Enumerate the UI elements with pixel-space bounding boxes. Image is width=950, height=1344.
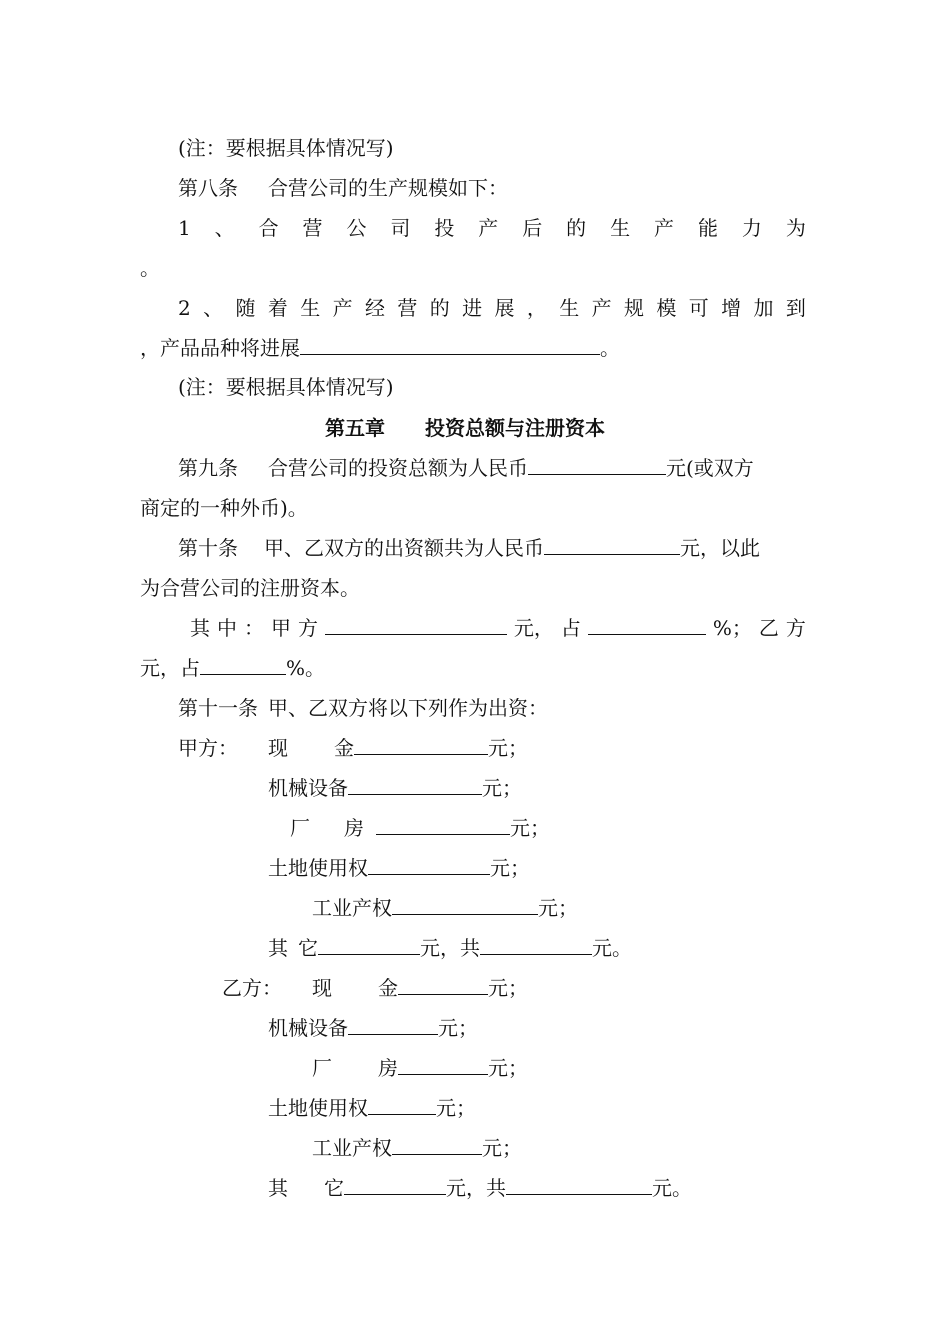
item-1-char: 生 xyxy=(610,216,631,240)
party-b-equipment-label: 机械设备 xyxy=(268,1016,348,1040)
chapter-title: 投资总额与注册资本 xyxy=(425,416,605,440)
party-a-ip-unit: 元； xyxy=(538,896,578,920)
article-9-cont: 商定的一种外币)。 xyxy=(140,496,308,520)
party-b-land-label: 土地使用权 xyxy=(268,1096,368,1120)
item-1-char: 营 xyxy=(302,216,323,240)
party-b-other xyxy=(268,1175,692,1201)
item-1-line xyxy=(178,215,806,241)
item-2-char: 营 xyxy=(397,296,418,320)
article-10-cont: 为合营公司的注册资本。 xyxy=(140,576,360,600)
item-1-char: 的 xyxy=(566,216,587,240)
item-2-end: 。 xyxy=(600,336,620,360)
blank-party-b-equipment[interactable] xyxy=(348,1015,438,1035)
item-2-char: 产 xyxy=(332,296,353,320)
item-2-char: 随 xyxy=(235,296,256,320)
item-2-line xyxy=(178,295,806,321)
shares-line-2 xyxy=(140,655,325,681)
blank-total-investment[interactable] xyxy=(528,455,666,475)
item-2-char: 可 xyxy=(688,296,709,320)
article-8 xyxy=(178,175,508,201)
item-2-char: 着 xyxy=(267,296,288,320)
item-2-char: 增 xyxy=(721,296,742,320)
party-a-plant-c2: 房 xyxy=(344,816,364,840)
party-b-other-unit: 元，共 xyxy=(446,1176,506,1200)
article-10 xyxy=(178,535,760,561)
blank-party-a-plant[interactable] xyxy=(376,815,510,835)
shares-l2-b: %。 xyxy=(286,656,326,680)
party-b-ip-unit: 元； xyxy=(482,1136,522,1160)
item-2-char: 的 xyxy=(429,296,450,320)
party-a-other xyxy=(268,935,632,961)
article-10-unit: 元，以此 xyxy=(680,536,760,560)
shares-c3: ： xyxy=(243,616,264,640)
party-a-land xyxy=(268,855,530,881)
blank-party-b-percent[interactable] xyxy=(200,655,286,675)
party-b-other-c1: 其 xyxy=(268,1176,288,1200)
shares-c4: 甲 xyxy=(270,616,291,640)
shares-l2-a: 元，占 xyxy=(140,656,200,680)
shares-line xyxy=(190,615,806,641)
item-1-char: 后 xyxy=(522,216,543,240)
item-1-char: 公 xyxy=(346,216,367,240)
party-b-label: 乙方： xyxy=(222,976,282,1000)
party-b-total-unit: 元。 xyxy=(652,1176,692,1200)
blank-party-b-plant[interactable] xyxy=(398,1055,488,1075)
item-1-char: 力 xyxy=(741,216,762,240)
item-1-char: 投 xyxy=(434,216,455,240)
item-1-char: 合 xyxy=(258,216,279,240)
item-2-char: 模 xyxy=(656,296,677,320)
party-b-cash-c1: 现 xyxy=(312,976,332,1000)
party-b-plant xyxy=(312,1055,528,1081)
shares-party-b-2: 方 xyxy=(785,616,806,640)
blank-product-progress[interactable] xyxy=(300,335,600,355)
party-b-ip xyxy=(312,1135,522,1161)
party-b-land xyxy=(268,1095,476,1121)
party-b-cash-unit: 元； xyxy=(488,976,528,1000)
party-a-equipment-unit: 元； xyxy=(482,776,522,800)
item-2-char: ， xyxy=(526,296,547,320)
item-2-char: 展 xyxy=(494,296,515,320)
item-2-char: 2 xyxy=(178,296,191,320)
article-11-text: 甲、乙双方将以下列作为出资： xyxy=(268,696,548,720)
party-b-equipment xyxy=(268,1015,478,1041)
item-2-char: 进 xyxy=(462,296,483,320)
article-11-title: 第十一条 xyxy=(178,696,258,720)
party-b-ip-label: 工业产权 xyxy=(312,1136,392,1160)
shares-zhan: 占 xyxy=(560,616,581,640)
party-a-land-label: 土地使用权 xyxy=(268,856,368,880)
shares-party-b-1: 乙 xyxy=(758,616,779,640)
article-9 xyxy=(178,455,754,481)
party-a-ip-label: 工业产权 xyxy=(312,896,392,920)
party-b-plant-c1: 厂 xyxy=(312,1056,332,1080)
blank-party-a-ip[interactable] xyxy=(392,895,538,915)
shares-c2: 中 xyxy=(216,616,237,640)
shares-c1: 其 xyxy=(190,616,210,640)
item-1-char: 司 xyxy=(390,216,411,240)
party-a-land-unit: 元； xyxy=(490,856,530,880)
blank-party-a-amount[interactable] xyxy=(325,615,507,635)
party-b-cash xyxy=(222,975,528,1001)
party-b-other-c2: 它 xyxy=(324,1176,344,1200)
party-a-cash-unit: 元； xyxy=(488,736,528,760)
shares-pct: %； xyxy=(712,616,752,640)
item-1-char: 产 xyxy=(654,216,675,240)
shares-c5: 方 xyxy=(297,616,318,640)
item-1-char: 、 xyxy=(214,216,235,240)
party-a-cash-c2: 金 xyxy=(334,736,354,760)
party-a-ip xyxy=(312,895,578,921)
party-b-land-unit: 元； xyxy=(436,1096,476,1120)
article-9-unit: 元(或双方 xyxy=(666,456,754,480)
item-1-char: 产 xyxy=(478,216,499,240)
item-2-char: 生 xyxy=(559,296,580,320)
chapter-heading xyxy=(325,415,605,441)
blank-registered-capital[interactable] xyxy=(544,535,680,555)
party-a-equipment xyxy=(268,775,522,801)
party-b-plant-unit: 元； xyxy=(488,1056,528,1080)
party-a-other-c2: 它 xyxy=(298,936,318,960)
item-2-continuation xyxy=(140,335,620,361)
party-a-other-unit: 元，共 xyxy=(420,936,480,960)
blank-party-b-ip[interactable] xyxy=(392,1135,482,1155)
item-2-char: 经 xyxy=(364,296,385,320)
blank-party-b-land[interactable] xyxy=(368,1095,436,1115)
blank-party-a-total[interactable] xyxy=(480,935,592,955)
article-8-text: 合营公司的生产规模如下： xyxy=(268,176,508,200)
item-1-char: 为 xyxy=(785,216,806,240)
article-9-title: 第九条 xyxy=(178,456,238,480)
blank-party-a-cash[interactable] xyxy=(354,735,488,755)
item-2-char: 产 xyxy=(591,296,612,320)
party-a-label: 甲方： xyxy=(178,736,238,760)
party-a-plant-unit: 元； xyxy=(510,816,550,840)
item-2-char: 、 xyxy=(203,296,224,320)
party-b-equipment-unit: 元； xyxy=(438,1016,478,1040)
item-1-char: 1 xyxy=(178,216,191,240)
blank-party-a-other[interactable] xyxy=(318,935,420,955)
item-2-prefix: ，产品品种将进展 xyxy=(140,336,300,360)
shares-yuan: 元， xyxy=(513,616,554,640)
article-9-text: 合营公司的投资总额为人民币 xyxy=(268,456,528,480)
party-b-plant-c2: 房 xyxy=(378,1056,398,1080)
item-1-end: 。 xyxy=(140,256,160,280)
blank-party-b-other[interactable] xyxy=(344,1175,446,1195)
article-11 xyxy=(178,695,548,721)
chapter-label: 第五章 xyxy=(325,416,385,440)
party-b-cash-c2: 金 xyxy=(378,976,398,1000)
note-text: (注：要根据具体情况写) xyxy=(178,136,394,160)
blank-party-a-land[interactable] xyxy=(368,855,490,875)
party-a-equipment-label: 机械设备 xyxy=(268,776,348,800)
item-2-char: 规 xyxy=(623,296,644,320)
article-10-title: 第十条 xyxy=(178,536,238,560)
blank-party-b-cash[interactable] xyxy=(398,975,488,995)
party-a-plant xyxy=(290,815,550,841)
item-2-char: 生 xyxy=(300,296,321,320)
note-text-2: (注：要根据具体情况写) xyxy=(178,375,394,399)
article-10-text: 甲、乙双方的出资额共为人民币 xyxy=(264,536,544,560)
blank-party-a-percent[interactable] xyxy=(588,615,706,635)
item-2-char: 加 xyxy=(753,296,774,320)
blank-party-a-equipment[interactable] xyxy=(348,775,482,795)
party-a-cash-c1: 现 xyxy=(268,736,288,760)
party-a-other-c1: 其 xyxy=(268,936,288,960)
blank-party-b-total[interactable] xyxy=(506,1175,652,1195)
party-a-plant-c1: 厂 xyxy=(290,816,310,840)
party-a-cash xyxy=(178,735,528,761)
item-1-char: 能 xyxy=(697,216,718,240)
article-8-title: 第八条 xyxy=(178,176,238,200)
party-a-total-unit: 元。 xyxy=(592,936,632,960)
item-2-char: 到 xyxy=(785,296,806,320)
